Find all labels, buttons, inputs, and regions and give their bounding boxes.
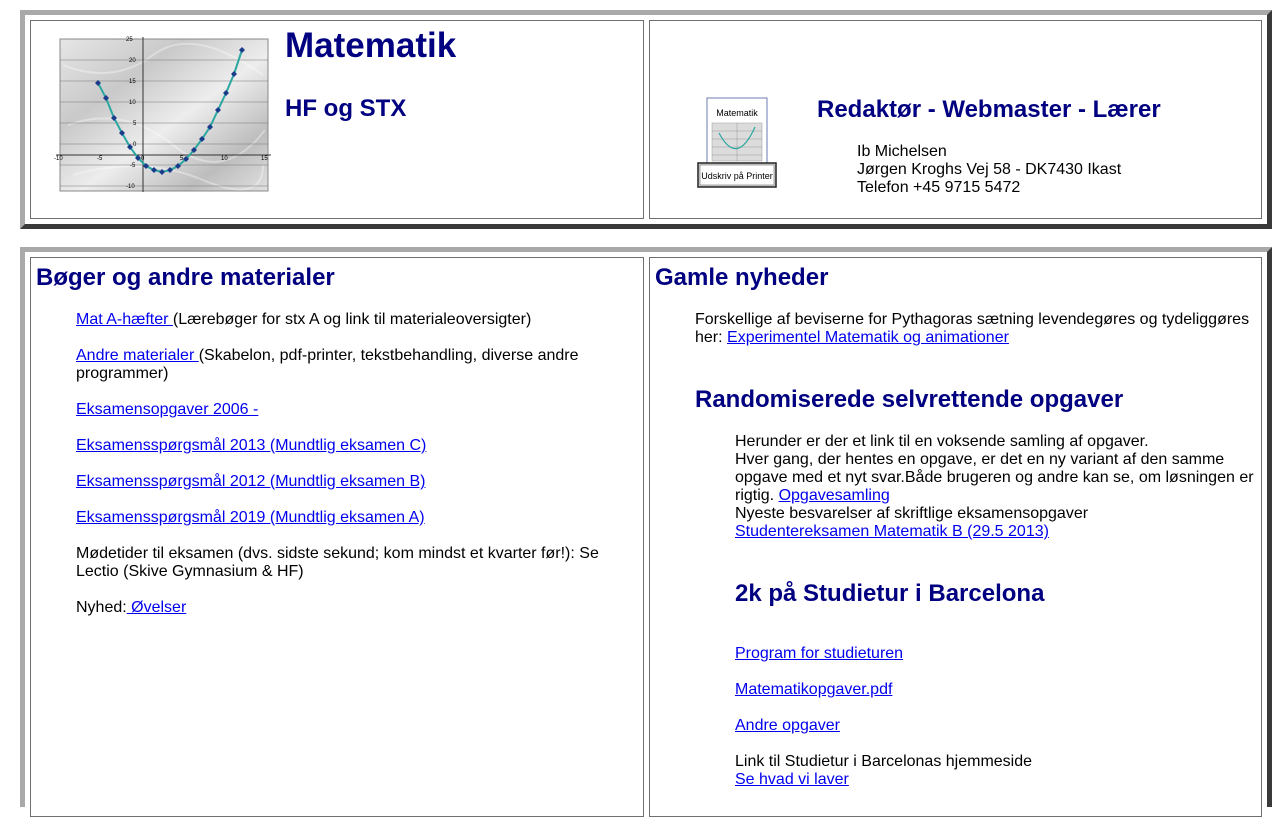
printer-icon [697, 97, 777, 188]
other-materials-description: (Skabelon, pdf-printer, tekstbehandling, diverse andre programmer) [76, 347, 579, 382]
pdf-item [735, 681, 892, 699]
random-tasks-heading: Randomiserede selvrettende opgaver [695, 386, 1124, 413]
y-tick-15: 15 [129, 79, 136, 85]
exam-questions-2012-link[interactable]: Eksamensspørgsmål 2012 (Mundtlig eksamen B) [76, 473, 426, 490]
y-tick-20: 20 [129, 58, 136, 64]
materials-item-exam-tasks [76, 401, 258, 419]
task-collection-link[interactable]: Opgavesamling [778, 487, 890, 504]
news-item [76, 599, 186, 617]
y-tick-m5: -5 [130, 163, 136, 169]
printer-icon-label-bottom: Udskriv på Printer [701, 171, 773, 181]
print-button[interactable] [697, 97, 777, 188]
random-line-3: Nyeste besvarelser af skriftlige eksamensopgaver [735, 505, 1089, 522]
pythagoras-item [695, 311, 1255, 347]
program-item [735, 645, 903, 663]
other-materials-link[interactable]: Andre materialer [76, 347, 199, 364]
page-title: Matematik [285, 26, 457, 65]
news-label: Nyhed: [76, 599, 127, 616]
exam-questions-2019-link[interactable]: Eksamensspørgsmål 2019 (Mundtlig eksamen A) [76, 509, 425, 526]
x-tick-5: 5 [180, 156, 184, 162]
x-tick-10: 10 [221, 156, 228, 162]
news-cell [649, 257, 1262, 817]
x-tick-m5: -5 [97, 156, 103, 162]
parabola-graph [53, 35, 275, 195]
exam-questions-2013-link[interactable]: Eksamensspørgsmål 2013 (Mundtlig eksamen C) [76, 437, 427, 454]
contact-heading: Redaktør - Webmaster - Lærer [817, 96, 1161, 123]
x-tick-15: 15 [261, 156, 268, 162]
random-line-2 [735, 451, 1260, 505]
materials-heading: Bøger og andre materialer [36, 264, 335, 291]
exam-answer-link[interactable]: Studentereksamen Matematik B (29.5 2013) [735, 523, 1049, 540]
random-line-1: Herunder er der et link til en voksende samling af opgaver. [735, 433, 1149, 450]
header-right-cell [649, 20, 1262, 219]
page-subtitle: HF og STX [285, 95, 407, 122]
experimental-math-link[interactable]: Experimentel Matematik og animationer [727, 329, 1009, 346]
materials-item-other [76, 347, 616, 383]
y-tick-25: 25 [126, 37, 133, 43]
y-tick-0: 0 [133, 142, 137, 148]
materials-item-exam-2013 [76, 437, 426, 455]
y-tick-10: 10 [129, 100, 136, 106]
see-what-we-do-link[interactable]: Se hvad vi laver [735, 771, 849, 788]
materials-item-exam-2019 [76, 509, 425, 527]
y-tick-5: 5 [133, 121, 137, 127]
materials-cell [30, 257, 644, 817]
exam-times-text: Mødetider til eksamen (dvs. sidste sekund; kom mindst et kvarter før!): Se Lectio (Skive Gymnasium & HF) [76, 545, 599, 580]
contact-name: Ib Michelsen [857, 143, 947, 160]
x-tick-0: 0 [141, 156, 145, 162]
other-tasks-link[interactable]: Andre opgaver [735, 717, 840, 734]
content-frame [20, 247, 1272, 807]
barcelona-heading: 2k på Studietur i Barcelona [735, 580, 1045, 607]
mat-a-link[interactable]: Mat A-hæfter [76, 311, 173, 328]
contact-address: Jørgen Kroghs Vej 58 - DK7430 Ikast [857, 161, 1122, 178]
exercises-link[interactable]: Øvelser [126, 599, 187, 616]
materials-item-mat-a [76, 311, 616, 329]
exam-answer-item [735, 523, 1049, 541]
other-tasks-item [735, 717, 840, 735]
math-tasks-pdf-link[interactable]: Matematikopgaver.pdf [735, 681, 893, 698]
exam-tasks-2006-link[interactable]: Eksamensopgaver 2006 - [76, 401, 259, 418]
homepage-item [735, 771, 849, 789]
study-trip-program-link[interactable]: Program for studieturen [735, 645, 904, 662]
random-description: Hver gang, der hentes en opgave, er det en ny variant af den samme opgave med et nyt svar.Både brugeren og andre kan se, om løsningen er rigtig. [735, 451, 1254, 504]
mat-a-description: (Lærebøger for stx A og link til materialeoversigter) [172, 311, 532, 328]
contact-phone: Telefon +45 9715 5472 [857, 179, 1021, 196]
header-left-cell [30, 20, 644, 219]
old-news-heading: Gamle nyheder [655, 264, 829, 291]
parabola-graph-image [53, 35, 275, 195]
x-tick-m10: -10 [54, 156, 63, 162]
pythagoras-text: Forskellige af beviserne for Pythagoras sætning levendegøres og tydeliggøres her: [695, 311, 1250, 346]
homepage-text: Link til Studietur i Barcelonas hjemmeside [735, 753, 1033, 770]
printer-icon-label-top: Matematik [716, 108, 758, 118]
header-frame [20, 10, 1272, 229]
y-tick-m10: -10 [126, 184, 135, 190]
materials-item-exam-2012 [76, 473, 425, 491]
